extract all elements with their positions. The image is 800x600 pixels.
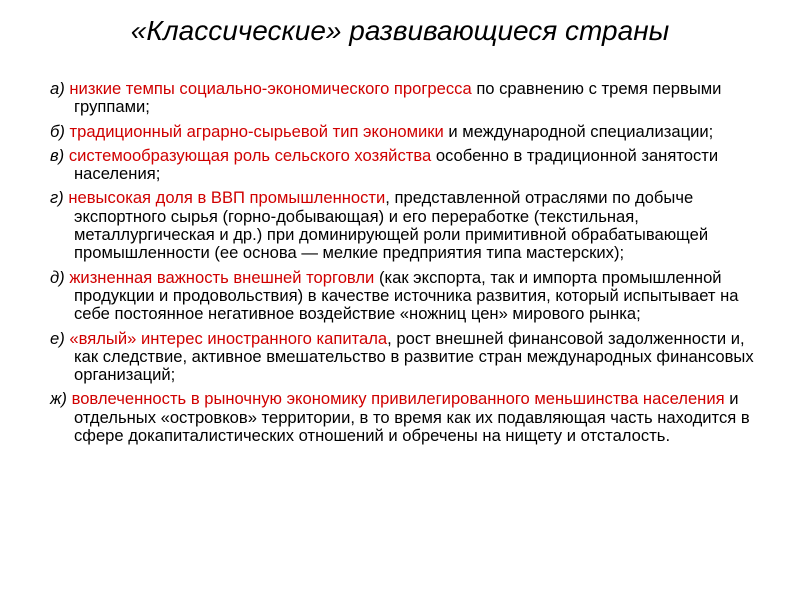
title-rest: развивающиеся страны xyxy=(341,15,670,46)
item-text: по сравнению с тремя первыми группами; xyxy=(74,79,722,117)
item-marker: г) xyxy=(50,188,64,208)
item-text: и отдельных «островков» территории, в то время как их подавляющая часть находится в сфере докапиталистических отношений и обречены на нищету и отсталость. xyxy=(74,389,750,446)
item-text: , представленной отраслями по добыче экспортного сырья (горно-добывающая) и его переработке (текстильная, металлургическая и др.) при доминирующей роли примитивной обрабатывающей промышленности (ее основа — мелкие предприятия типа мастерских); xyxy=(74,188,709,263)
item-marker: в) xyxy=(50,145,65,165)
item-text: , рост внешней финансовой задолженности и, как следствие, активное вмешательство в развитие стран международных финансовых организаций; xyxy=(74,328,754,385)
item-highlight: «вялый» интерес иностранного капитала xyxy=(69,328,388,348)
item-marker: а) xyxy=(50,79,65,98)
list-item-b xyxy=(50,123,770,141)
item-highlight: жизненная важность внешней торговли xyxy=(69,267,375,287)
item-highlight: системообразующая роль сельского хозяйства xyxy=(68,145,432,165)
item-marker: б) xyxy=(50,121,65,141)
characteristics-list xyxy=(50,80,770,451)
list-item-a xyxy=(50,80,770,117)
item-marker: ж) xyxy=(50,389,67,409)
title-quote-open: « xyxy=(130,15,147,46)
list-item-g xyxy=(50,189,770,262)
list-item-d xyxy=(50,269,770,324)
list-item-e xyxy=(50,330,770,385)
slide-title xyxy=(0,12,800,50)
item-text: и международной специализации; xyxy=(443,121,714,141)
item-text: (как экспорта, так и импорта промышленной продукции и продовольствия) в качестве источника развития, который испытывает на себе постоянное негативное воздействие «ножниц цен» мирового рынка; xyxy=(74,267,739,324)
item-highlight: традиционный аграрно-сырьевой тип экономики xyxy=(69,121,444,141)
item-highlight: невысокая доля в ВВП промышленности xyxy=(68,188,386,208)
item-marker: е) xyxy=(50,328,65,348)
item-highlight: вовлеченность в рыночную экономику привилегированного меньшинства населения xyxy=(71,389,725,409)
list-item-v xyxy=(50,147,770,184)
item-highlight: низкие темпы социально-экономического прогресса xyxy=(69,79,472,98)
list-item-zh xyxy=(50,390,770,445)
title-quoted-word: Классические xyxy=(146,15,326,46)
item-text: особенно в традиционной занятости населения; xyxy=(74,145,719,184)
item-marker: д) xyxy=(50,267,65,287)
title-quote-close: » xyxy=(325,15,342,46)
